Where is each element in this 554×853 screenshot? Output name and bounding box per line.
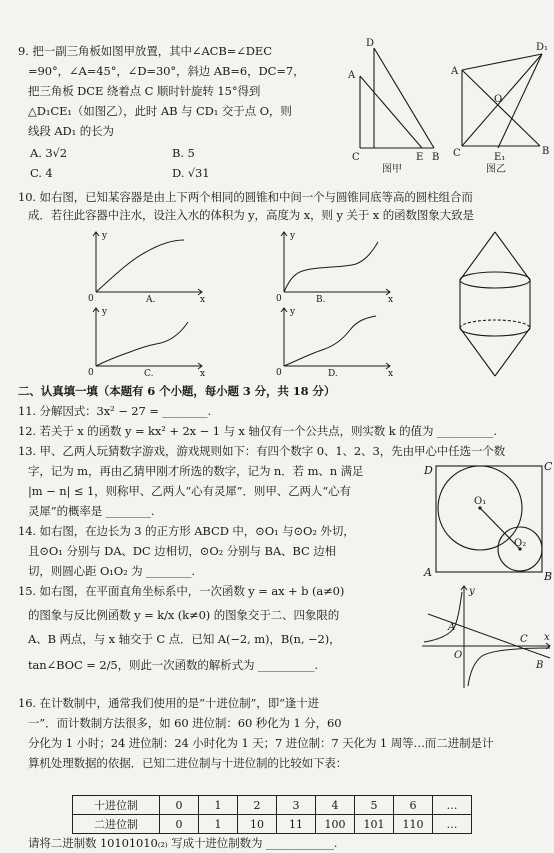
- table-cell: 3: [277, 796, 316, 815]
- graph-d-x-label: x: [388, 369, 394, 378]
- q13-line-1: 13. 甲、乙两人玩猜数字游戏，游戏规则如下：有四个数字 0、1、2、3，先由甲心中任选一个数: [18, 444, 506, 458]
- graph-a-x-label: x: [200, 295, 206, 304]
- table-cell: 2: [238, 796, 277, 815]
- table-cell: 0: [160, 796, 199, 815]
- q9-line-5: 线段 AD₁ 的长为: [28, 124, 114, 138]
- q10-container-figure: [450, 228, 540, 380]
- q15-line-2: 的图象与反比例函数 y = k/x (k≠0) 的图象交于二、四象限的: [28, 608, 340, 622]
- q16-line-1: 16. 在计数制中，通常我们使用的是“十进位制”，即“逢十进: [18, 696, 320, 710]
- fig-yi-caption: 图乙: [486, 164, 506, 175]
- square-label-b: B: [544, 570, 553, 582]
- graph-a-y-label: y: [102, 231, 108, 241]
- square-label-c: C: [544, 460, 553, 473]
- q13-line-2: 字，记为 m，再由乙猜甲刚才所选的数字，记为 n．若 m、n 满足: [28, 464, 364, 478]
- table-cell: 1: [199, 796, 238, 815]
- fig-jia-label-a: A: [348, 70, 356, 81]
- q10-line-2: 成．若往此容器中注水，设注入水的体积为 y，高度为 x，则 y 关于 x 的函数图象大致是: [28, 208, 474, 222]
- coord-label-b: B: [536, 660, 544, 671]
- fig-yi-label-c: C: [453, 148, 461, 159]
- coord-label-o: O: [454, 650, 463, 661]
- q9-line-1: 9. 把一副三角板如图甲放置，其中∠ACB=∠DEC: [18, 44, 272, 58]
- q9-figure-yi: [448, 36, 554, 176]
- fig-yi-label-b: B: [542, 146, 550, 157]
- fig-jia-label-d: D: [366, 38, 375, 49]
- q10-line-1: 10. 如右图，已知某容器是由上下两个相同的圆锥和中间一个与圆锥同底等高的圆柱组合而: [18, 190, 473, 204]
- table-row-head-binary: 二进位制: [73, 815, 160, 834]
- table-row: [73, 796, 472, 815]
- table-row: [73, 815, 472, 834]
- q12-text: 12. 若关于 x 的函数 y = kx² + 2x − 1 与 x 轴仅有一个公共点，则实数 k 的值为 __________.: [18, 424, 497, 438]
- graph-b-option: B.: [316, 295, 326, 304]
- section-2-title: 二、认真填一填（本题有 6 个小题，每小题 3 分，共 18 分）: [18, 384, 336, 398]
- table-cell: 100: [316, 815, 355, 834]
- square-label-d: D: [424, 464, 433, 477]
- q11-text: 11. 分解因式：3x² − 27 = ________.: [18, 404, 212, 418]
- coord-label-x: x: [544, 632, 550, 643]
- q13-line-4: 灵犀”的概率是 ________.: [28, 504, 155, 518]
- q15-coordinate-figure: [418, 582, 554, 692]
- table-cell: …: [433, 815, 472, 834]
- q9-option-b: B. 5: [172, 146, 195, 160]
- q9-line-2: =90°，∠A=45°，∠D=30°，斜边 AB=6，DC=7，: [28, 64, 305, 78]
- coord-label-a: A: [448, 622, 456, 633]
- q9-line-4: △D₁CE₁（如图乙），此时 AB 与 CD₁ 交于点 O，则: [28, 104, 292, 118]
- table-cell: 110: [394, 815, 433, 834]
- graph-a-option: A.: [146, 295, 156, 304]
- q9-option-d: D. √31: [172, 166, 210, 180]
- q9-line-3: 把三角板 DCE 绕着点 C 顺时针旋转 15°得到: [28, 84, 261, 98]
- q14-square-figure: [418, 458, 554, 582]
- q10-graph-d: [272, 304, 398, 378]
- graph-b-origin: 0: [276, 294, 282, 304]
- q14-line-2: 且⊙O₁ 分别与 DA、DC 边相切，⊙O₂ 分别与 BA、BC 边相: [28, 544, 337, 558]
- q14-line-3: 切，则圆心距 O₁O₂ 为 ________.: [28, 564, 195, 578]
- square-label-o2: O₂: [514, 538, 527, 549]
- table-cell: 10: [238, 815, 277, 834]
- table-cell: 1: [199, 815, 238, 834]
- fig-yi-label-d1: D₁: [536, 42, 549, 53]
- square-label-a: A: [424, 566, 432, 579]
- q9-option-a: A. 3√2: [30, 146, 67, 160]
- table-cell: 0: [160, 815, 199, 834]
- fig-yi-label-a: A: [451, 66, 459, 77]
- q15-line-1: 15. 如右图，在平面直角坐标系中，一次函数 y = ax + b (a≠0): [18, 584, 345, 598]
- table-cell: …: [433, 796, 472, 815]
- graph-a-origin: 0: [88, 294, 94, 304]
- graph-d-y-label: y: [290, 307, 296, 317]
- q16-line-4: 算机处理数据的依据．已知二进位制与十进位制的比较如下表：: [28, 756, 348, 770]
- q15-line-4: tan∠BOC = 2/5，则此一次函数的解析式为 __________.: [28, 658, 318, 672]
- graph-b-y-label: y: [290, 231, 296, 241]
- coord-label-c: C: [520, 634, 528, 645]
- fig-jia-label-b: B: [432, 152, 440, 163]
- graph-c-x-label: x: [200, 369, 206, 378]
- fig-jia-caption: 图甲: [382, 164, 402, 175]
- q14-line-1: 14. 如右图，在边长为 3 的正方形 ABCD 中，⊙O₁ 与⊙O₂ 外切，: [18, 524, 355, 538]
- q16-line-2: 一”．而计数制方法很多，如 60 进位制：60 秒化为 1 分，60: [28, 716, 342, 730]
- graph-b-x-label: x: [388, 295, 394, 304]
- q9-option-c: C. 4: [30, 166, 53, 180]
- table-cell: 6: [394, 796, 433, 815]
- q10-graph-a: [84, 226, 210, 304]
- q16-tail: 请将二进制数 10101010₍₂₎ 写成十进位制数为 ____________.: [28, 836, 338, 850]
- table-row-head-decimal: 十进位制: [73, 796, 160, 815]
- table-cell: 5: [355, 796, 394, 815]
- number-base-table: [72, 795, 472, 834]
- q10-graph-c: [84, 304, 210, 378]
- graph-c-y-label: y: [102, 307, 108, 317]
- graph-c-origin: 0: [88, 368, 94, 378]
- q13-line-3: |m − n| ≤ 1，则称甲、乙两人“心有灵犀”．则甲、乙两人“心有: [28, 484, 351, 498]
- fig-jia-label-c: C: [352, 152, 360, 163]
- fig-yi-label-o: O: [494, 94, 503, 105]
- q9-figure-jia: [340, 36, 458, 176]
- q16-line-3: 分化为 1 小时；24 进位制：24 小时化为 1 天；7 进位制：7 天化为 1 周等…而二进制是计: [28, 736, 494, 750]
- square-label-o1: O₁: [474, 496, 487, 507]
- fig-yi-label-e1: E₁: [494, 152, 506, 163]
- q15-line-3: A、B 两点，与 x 轴交于 C 点．已知 A(−2, m)，B(n, −2)，: [28, 632, 341, 646]
- graph-d-option: D.: [328, 369, 338, 378]
- table-cell: 101: [355, 815, 394, 834]
- q10-graph-b: [272, 226, 398, 304]
- fig-jia-label-e: E: [416, 152, 424, 163]
- graph-d-origin: 0: [276, 368, 282, 378]
- table-cell: 4: [316, 796, 355, 815]
- table-cell: 11: [277, 815, 316, 834]
- coord-label-y: y: [469, 586, 475, 597]
- graph-c-option: C.: [144, 369, 154, 378]
